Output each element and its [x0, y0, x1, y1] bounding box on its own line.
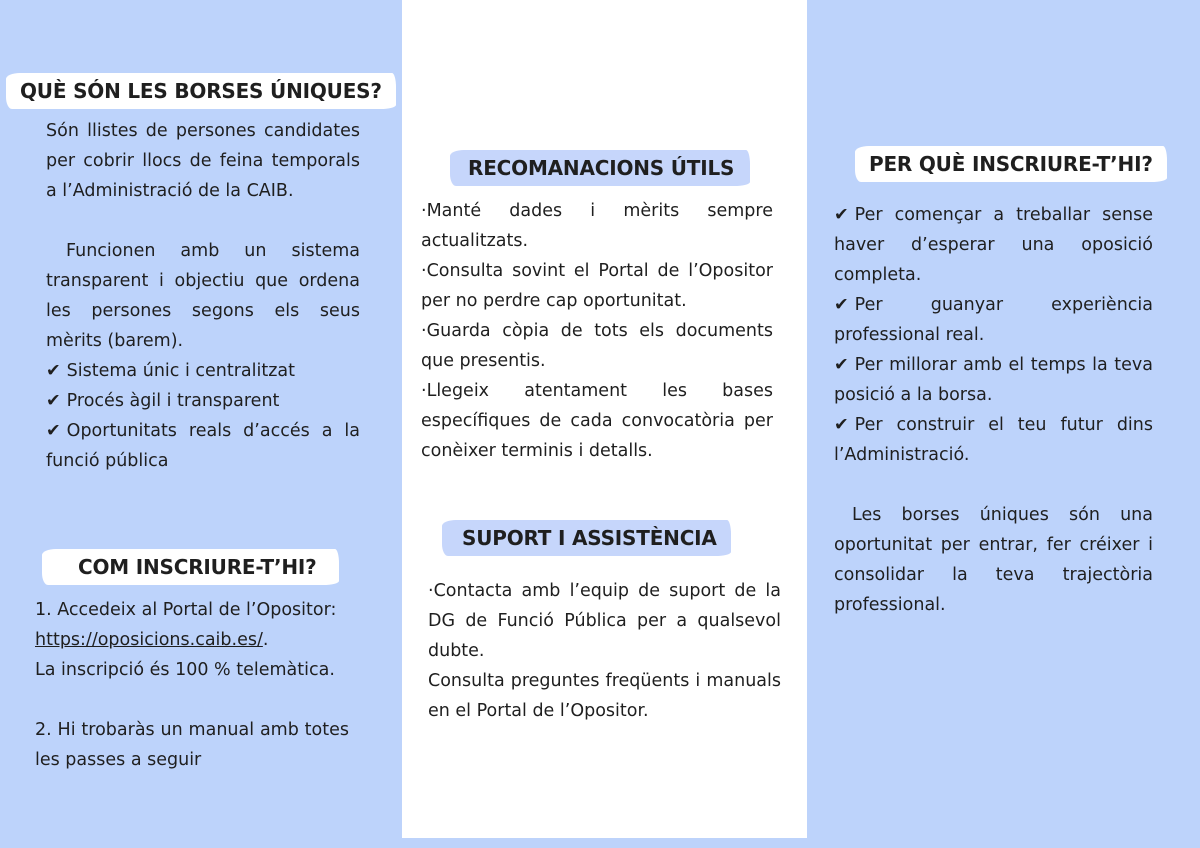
check-item: ✔ Oportunitats reals d’accés a la funció pública — [46, 421, 360, 471]
step-1-link-line: https://oposicions.caib.es/. — [35, 630, 269, 650]
check-icon: ✔ — [834, 295, 849, 315]
heading-support: SUPORT I ASSISTÈNCIA — [442, 520, 731, 556]
heading-how-to-register: COM INSCRIURE-T’HI? — [42, 549, 339, 585]
right-panel — [807, 0, 1200, 848]
heading-what-are: QUÈ SÓN LES BORSES ÚNIQUES? — [6, 73, 396, 109]
check-icon: ✔ — [46, 391, 61, 411]
system-text: Funcionen amb un sistema transparent i objectiu que ordena les persones segons els seus mèrits (barem). — [46, 241, 360, 351]
right-body — [834, 200, 1153, 620]
step-1-note: La inscripció és 100 % telemàtica. — [35, 660, 335, 680]
portal-link[interactable]: https://oposicions.caib.es/ — [35, 630, 263, 650]
check-icon: ✔ — [834, 205, 849, 225]
tip-item: ·Guarda còpia de tots els documents que presentis. — [421, 321, 773, 371]
tip-item: ·Llegeix atentament les bases específiques de cada convocatòria per conèixer terminis i detalls. — [421, 381, 773, 461]
tips-list — [421, 196, 773, 466]
check-item: ✔ Sistema únic i centralitzat — [46, 361, 295, 381]
step-2: 2. Hi trobaràs un manual amb totes les passes a seguir — [35, 720, 349, 770]
check-icon: ✔ — [46, 421, 61, 441]
tip-item: ·Consulta sovint el Portal de l’Opositor per no perdre cap oportunitat. — [421, 261, 773, 311]
heading-why-register: PER QUÈ INSCRIURE-T’HI? — [855, 146, 1167, 182]
check-icon: ✔ — [834, 415, 849, 435]
check-item: ✔ Procés àgil i transparent — [46, 391, 280, 411]
check-item: ✔ Per construir el teu futur dins l’Administració. — [834, 415, 1153, 465]
left-body — [46, 116, 360, 476]
heading-tips: RECOMANACIONS ÚTILS — [450, 150, 750, 186]
check-icon: ✔ — [46, 361, 61, 381]
closing-text: Les borses úniques són una oportunitat per entrar, fer créixer i consolidar la teva trajectòria professional. — [834, 505, 1153, 615]
support-body — [428, 576, 781, 726]
support-contact: ·Contacta amb l’equip de suport de la DG de Funció Pública per a qualsevol dubte. — [428, 581, 781, 661]
tip-item: ·Manté dades i mèrits sempre actualitzats. — [421, 201, 773, 251]
check-item: ✔ Per començar a treballar sense haver d’esperar una oposició completa. — [834, 205, 1153, 285]
intro-text: Són llistes de persones candidates per cobrir llocs de feina temporals a l’Administració de la CAIB. — [46, 121, 360, 201]
step-1: 1. Accedeix al Portal de l’Opositor: — [35, 600, 337, 620]
check-icon: ✔ — [834, 355, 849, 375]
left-panel — [0, 0, 402, 848]
support-faq: Consulta preguntes freqüents i manuals en el Portal de l’Opositor. — [428, 671, 781, 721]
check-item: ✔ Per millorar amb el temps la teva posició a la borsa. — [834, 355, 1153, 405]
middle-panel — [402, 0, 807, 838]
steps-body — [35, 595, 349, 775]
check-item: ✔ Per guanyar experiència professional real. — [834, 295, 1153, 345]
